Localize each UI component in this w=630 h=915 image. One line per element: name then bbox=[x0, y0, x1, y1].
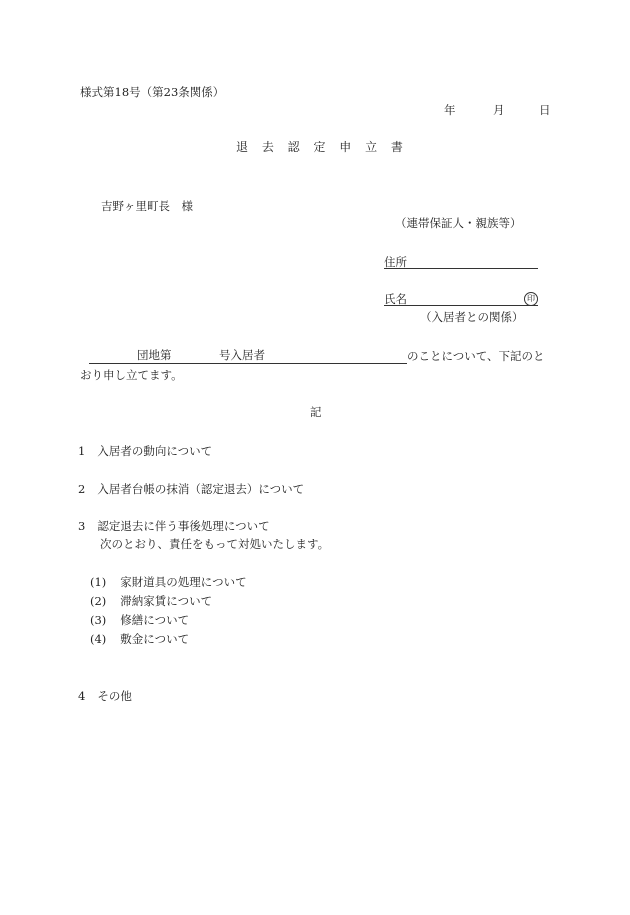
relation-label: （入居者との関係） bbox=[420, 310, 524, 324]
list-item: 4 その他 bbox=[78, 689, 132, 703]
sub-list-item: (4) 敷金について bbox=[90, 632, 190, 646]
address-label: 住所 bbox=[384, 254, 407, 269]
seal-mark: 印 bbox=[524, 292, 538, 306]
addressee: 吉野ヶ里町長 様 bbox=[101, 199, 193, 213]
list-item: 1 入居者の動向について bbox=[78, 444, 213, 458]
date-month: 月 bbox=[493, 103, 505, 117]
guarantor-label: （連帯保証人・親族等） bbox=[395, 216, 522, 230]
body-line-1 bbox=[89, 349, 545, 364]
item3-note: 次のとおり、責任をもって対処いたします。 bbox=[100, 537, 330, 551]
form-number: 様式第18号（第23条関係） bbox=[80, 85, 225, 99]
ki-heading: 記 bbox=[310, 405, 322, 419]
list-item: 3 認定退去に伴う事後処理について bbox=[78, 519, 270, 533]
body-text-after: のことについて、下記のと bbox=[407, 349, 545, 363]
sub-list-item: (2) 滞納家賃について bbox=[90, 594, 213, 608]
date-day: 日 bbox=[539, 103, 551, 117]
danchi-label: 団地第 bbox=[137, 348, 172, 362]
list-item: 2 入居者台帳の抹消（認定退去）について bbox=[78, 482, 305, 496]
go-resident-label: 号入居者 bbox=[219, 348, 265, 362]
address-field[interactable] bbox=[384, 254, 538, 269]
date-year: 年 bbox=[444, 103, 456, 117]
body-line-2: おり申し立てます。 bbox=[80, 368, 183, 382]
name-field[interactable] bbox=[384, 291, 538, 306]
sub-list-item: (1) 家財道具の処理について bbox=[90, 575, 247, 589]
sub-list-item: (3) 修繕について bbox=[90, 613, 190, 627]
document-title: 退 去 認 定 申 立 書 bbox=[236, 140, 403, 154]
name-label: 氏名 bbox=[384, 291, 407, 306]
